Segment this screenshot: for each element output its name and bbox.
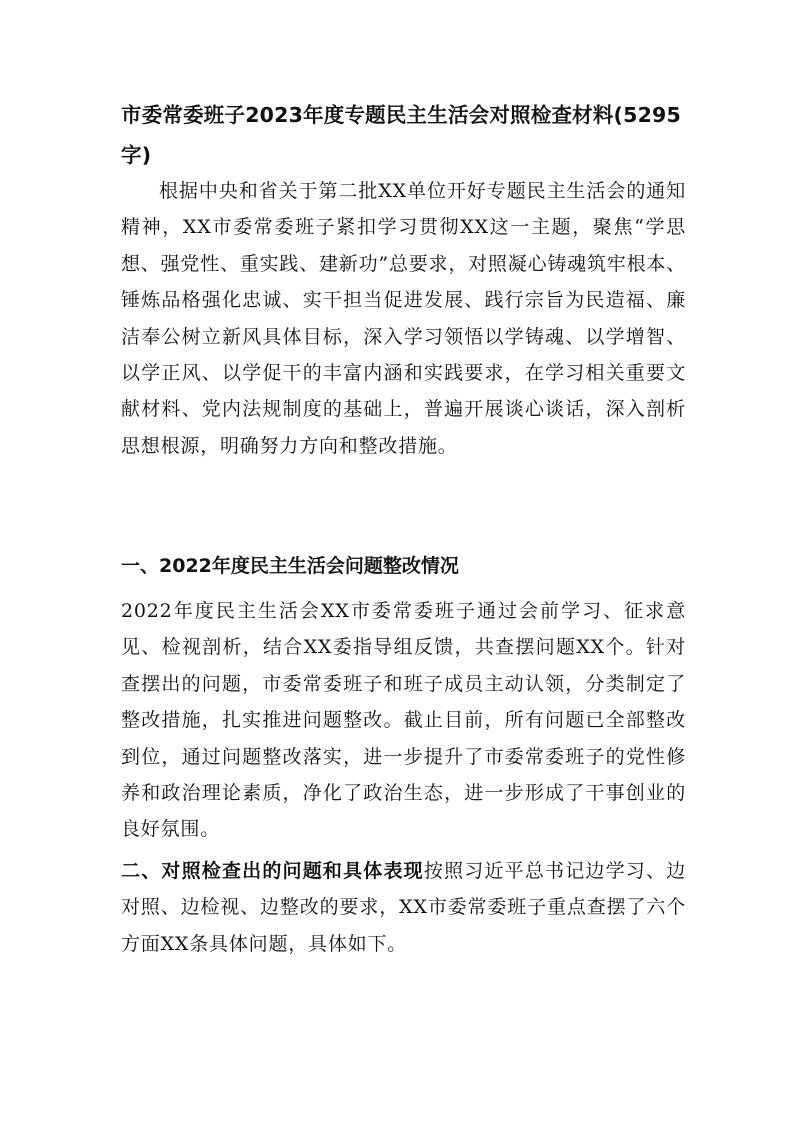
section-2-heading: 二、对照检查出的问题和具体表现 <box>121 860 424 882</box>
section-2-text: 按照习近平总书记边学习、边对照、边检视、边整改的要求，XX市委常委班子重点查摆了六个方面XX条具体问题，具体如下。 <box>121 860 686 955</box>
intro-paragraph: 根据中央和省关于第二批XX单位开好专题民主生活会的通知精神，XX市委常委班子紧扣学习贯彻XX这一主题，聚焦“学思想、强党性、重实践、建新功”总要求，对照凝心铸魂筑牢根本、锤炼品格强化忠诚、实干担当促进发展、践行宗旨为民造福、廉洁奉公树立新风具体目标，深入学习领悟以学铸魂、以学增智、以学正风、以学促干的丰富内涵和实践要求，在学习相关重要文献材料、党内法规制度的基础上，普遍开展谈心谈话，深入剖析思想根源，明确努力方向和整改措施。 <box>121 180 686 457</box>
document-title: 市委常委班子2023年度专题民主生活会对照检查材料(5295字) <box>121 103 681 167</box>
section-1-heading: 一、2022年度民主生活会问题整改情况 <box>121 555 459 577</box>
section-1-paragraph: 2022年度民主生活会XX市委常委班子通过会前学习、征求意见、检视剖析，结合XX委指导组反馈，共查摆问题XX个。针对查摆出的问题，市委常委班子和班子成员主动认领，分类制定了整改措施，扎实推进问题整改。截止目前，所有问题已全部整改到位，通过问题整改落实，进一步提升了市委常委班子的党性修养和政治理论素质，净化了政治生态，进一步形成了干事创业的良好氛围。 <box>121 600 686 841</box>
section-2-paragraph <box>121 853 686 962</box>
